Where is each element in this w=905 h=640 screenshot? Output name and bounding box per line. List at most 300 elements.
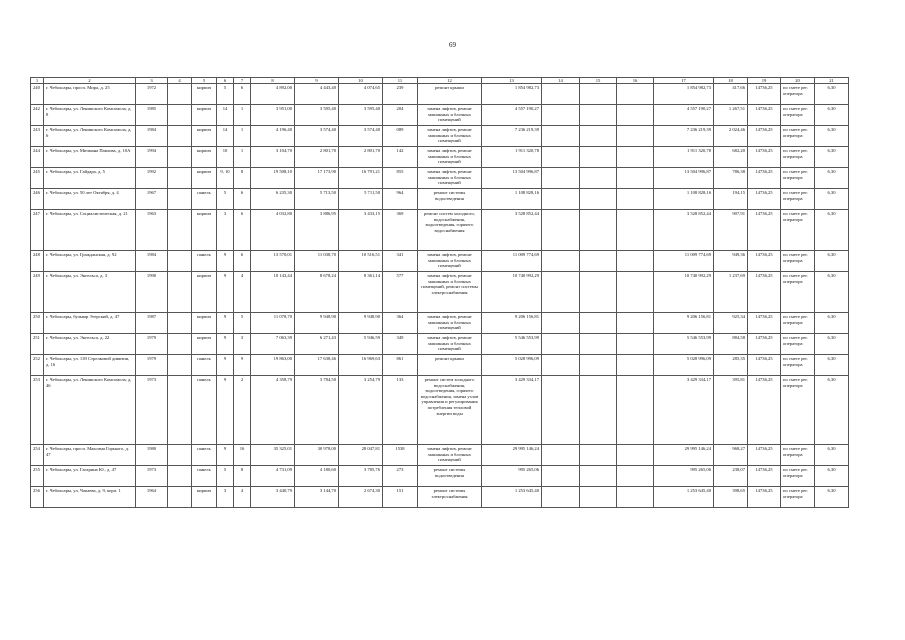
table-cell: г. Чебоксары, ул. Гайдара, д. 5 bbox=[44, 168, 136, 189]
table-cell: 14736,25 bbox=[748, 313, 781, 334]
table-cell bbox=[580, 84, 617, 105]
table-cell bbox=[580, 445, 617, 466]
table-cell: 5 028 996,09 bbox=[654, 355, 714, 376]
column-number-cell: 4 bbox=[168, 78, 192, 84]
table-cell: г. Чебоксары, ул. Гагарина Ю., д. 47 bbox=[44, 466, 136, 487]
table-cell bbox=[617, 334, 654, 355]
table-cell: 14736,25 bbox=[748, 126, 781, 147]
table-cell: 255 bbox=[31, 466, 44, 487]
table-cell: 786,38 bbox=[714, 168, 748, 189]
table-cell: замена лифтов, ремонт машинных и блочных помещений bbox=[418, 313, 482, 334]
table-cell: 4 196,40 bbox=[251, 126, 295, 147]
table-cell: 14736,25 bbox=[748, 445, 781, 466]
column-number-cell: 1 bbox=[31, 78, 44, 84]
column-number-cell: 16 bbox=[617, 78, 654, 84]
table-cell: 14736,25 bbox=[748, 466, 781, 487]
table-cell: панель bbox=[192, 355, 217, 376]
table-cell: 1 bbox=[234, 105, 251, 126]
table-cell: кирпич bbox=[192, 272, 217, 313]
table-cell bbox=[542, 487, 580, 508]
table-cell bbox=[542, 210, 580, 251]
repair-program-table bbox=[30, 77, 849, 508]
table-cell: замена лифтов, ремонт машинных и блочных помещений bbox=[418, 126, 482, 147]
table-cell: 9 bbox=[217, 334, 234, 355]
table-cell bbox=[542, 334, 580, 355]
table-cell: 1972 bbox=[136, 84, 168, 105]
table-cell: 16 969,63 bbox=[339, 355, 383, 376]
table-cell: 204 bbox=[383, 105, 418, 126]
table-cell: панель bbox=[192, 251, 217, 272]
table-cell: 29 995 146,24 bbox=[654, 445, 714, 466]
table-cell: 968,27 bbox=[714, 445, 748, 466]
table-cell bbox=[542, 355, 580, 376]
table-cell bbox=[542, 147, 580, 168]
table-row bbox=[31, 313, 849, 334]
table-cell: 3 144,70 bbox=[295, 487, 339, 508]
table-cell bbox=[580, 487, 617, 508]
table-cell: 4 180,60 bbox=[295, 466, 339, 487]
table-cell: 682,20 bbox=[714, 147, 748, 168]
table-cell: по смете рег. оператора bbox=[781, 210, 815, 251]
table-cell: 14736,25 bbox=[748, 168, 781, 189]
table-cell: ремонт систем холодного, водоснабжения, водоотведения, горячего водоснабжения bbox=[418, 210, 482, 251]
table-cell: 9 206 156,81 bbox=[654, 313, 714, 334]
table-cell: панель bbox=[192, 376, 217, 445]
table-cell: 244 bbox=[31, 147, 44, 168]
table-cell: 6,30 bbox=[815, 189, 849, 210]
table-cell: 6,30 bbox=[815, 126, 849, 147]
table-cell bbox=[580, 334, 617, 355]
table-cell: 28 047,81 bbox=[339, 445, 383, 466]
table-cell: г. Чебоксары, ул. Ленинского Комсомола, д. 8 bbox=[44, 105, 136, 126]
table-cell: 9 bbox=[234, 355, 251, 376]
table-cell bbox=[168, 445, 192, 466]
table-cell: г. Чебоксары, ул. Ленинского Комсомола, д. 46 bbox=[44, 376, 136, 445]
table-row bbox=[31, 272, 849, 313]
table-cell: 14736,25 bbox=[748, 147, 781, 168]
table-cell bbox=[580, 272, 617, 313]
table-cell: 6,30 bbox=[815, 272, 849, 313]
table-cell: кирпич bbox=[192, 487, 217, 508]
table-cell bbox=[617, 272, 654, 313]
table-cell: замена лифтов, ремонт машинных и блочных помещений bbox=[418, 168, 482, 189]
table-cell: 17 638,46 bbox=[295, 355, 339, 376]
table-cell: 995 265,06 bbox=[482, 466, 542, 487]
table-cell: 1992 bbox=[136, 168, 168, 189]
table-cell: 3 785,76 bbox=[339, 466, 383, 487]
table-cell: 1 108 828,16 bbox=[482, 189, 542, 210]
table-cell: 8 bbox=[234, 466, 251, 487]
table-cell: 1979 bbox=[136, 355, 168, 376]
table-cell bbox=[580, 126, 617, 147]
table-cell bbox=[580, 313, 617, 334]
table-cell: 252 bbox=[31, 355, 44, 376]
table-cell bbox=[580, 105, 617, 126]
table-cell: 2 674,30 bbox=[339, 487, 383, 508]
table-cell: 1985 bbox=[136, 105, 168, 126]
table-cell: 1987 bbox=[136, 313, 168, 334]
table-row bbox=[31, 105, 849, 126]
column-number-cell: 11 bbox=[383, 78, 418, 84]
column-number-cell: 19 bbox=[748, 78, 781, 84]
table-cell: замена лифтов, ремонт машинных и блочных помещений bbox=[418, 334, 482, 355]
table-cell: 577 bbox=[383, 272, 418, 313]
table-cell: 4 892,00 bbox=[251, 84, 295, 105]
table-cell: 2 024,46 bbox=[714, 126, 748, 147]
table-cell bbox=[542, 168, 580, 189]
table-cell: г. Чебоксары, просп. Мира, д. 25 bbox=[44, 84, 136, 105]
table-row bbox=[31, 210, 849, 251]
table-cell: 1984 bbox=[136, 126, 168, 147]
column-number-cell: 14 bbox=[542, 78, 580, 84]
table-cell bbox=[580, 210, 617, 251]
table-cell: 3 528 852,44 bbox=[482, 210, 542, 251]
table-cell: 243 bbox=[31, 126, 44, 147]
table-cell bbox=[542, 105, 580, 126]
table-cell: 3 595,40 bbox=[295, 105, 339, 126]
table-cell: 1 237,69 bbox=[714, 272, 748, 313]
table-cell: 3 104,70 bbox=[251, 147, 295, 168]
table-cell: г. Чебоксары, бульвар Эгерский, д. 47 bbox=[44, 313, 136, 334]
table-cell: 7 236 219,39 bbox=[482, 126, 542, 147]
table-cell bbox=[617, 487, 654, 508]
table-cell bbox=[617, 189, 654, 210]
table-cell bbox=[168, 147, 192, 168]
column-number-cell: 20 bbox=[781, 78, 815, 84]
table-cell: 16 791,21 bbox=[339, 168, 383, 189]
table-cell: 240 bbox=[31, 84, 44, 105]
table-row bbox=[31, 168, 849, 189]
table-cell: 247 bbox=[31, 210, 44, 251]
table-cell: 238,07 bbox=[714, 466, 748, 487]
table-cell bbox=[542, 313, 580, 334]
table-cell: 253 bbox=[31, 376, 44, 445]
table-cell: 861 bbox=[383, 355, 418, 376]
table-cell: 4 358,79 bbox=[251, 376, 295, 445]
table-cell: 6,30 bbox=[815, 466, 849, 487]
table-cell: 9 206 156,81 bbox=[482, 313, 542, 334]
table-cell: 251 bbox=[31, 334, 44, 355]
table-cell: по смете рег. оператора bbox=[781, 168, 815, 189]
table-cell: 250 bbox=[31, 313, 44, 334]
table-cell: кирпич bbox=[192, 334, 217, 355]
table-cell: 1 911 320,78 bbox=[482, 147, 542, 168]
table-cell: 8 bbox=[234, 168, 251, 189]
table-cell: 14 bbox=[217, 105, 234, 126]
table-cell: 14 bbox=[217, 126, 234, 147]
table-cell bbox=[542, 376, 580, 445]
table-cell: 14736,25 bbox=[748, 334, 781, 355]
table-cell: 907,91 bbox=[714, 210, 748, 251]
table-cell: 5 bbox=[217, 84, 234, 105]
table-cell bbox=[617, 84, 654, 105]
table-cell: ремонт крыши bbox=[418, 84, 482, 105]
table-cell bbox=[168, 251, 192, 272]
table-cell: 9 bbox=[217, 251, 234, 272]
table-cell: 5 546 553,99 bbox=[654, 334, 714, 355]
table-cell: 11 009 774,69 bbox=[654, 251, 714, 272]
table-cell: 1990 bbox=[136, 272, 168, 313]
table-cell: 1 911 320,78 bbox=[654, 147, 714, 168]
table-row bbox=[31, 466, 849, 487]
table-cell bbox=[617, 251, 654, 272]
table-cell: 1 253 645,40 bbox=[654, 487, 714, 508]
table-cell bbox=[617, 147, 654, 168]
table-cell: 6,30 bbox=[815, 487, 849, 508]
table-cell: 855 bbox=[383, 168, 418, 189]
column-number-cell: 15 bbox=[580, 78, 617, 84]
table-cell: 395,81 bbox=[714, 376, 748, 445]
table-cell: по смете рег. оператора bbox=[781, 487, 815, 508]
table-cell: 14736,25 bbox=[748, 487, 781, 508]
table-cell: 6 bbox=[234, 251, 251, 272]
table-cell: по смете рег. оператора bbox=[781, 355, 815, 376]
table-cell: 17 173,90 bbox=[295, 168, 339, 189]
table-cell: 3 429 334,17 bbox=[482, 376, 542, 445]
table-cell bbox=[580, 466, 617, 487]
table-cell: 3 574,40 bbox=[295, 126, 339, 147]
table-cell: 5 bbox=[217, 466, 234, 487]
table-cell: 3 429 334,17 bbox=[654, 376, 714, 445]
table-cell: 2 bbox=[234, 376, 251, 445]
column-number-cell: 13 bbox=[482, 78, 542, 84]
table-cell bbox=[617, 376, 654, 445]
table-cell bbox=[168, 210, 192, 251]
table-cell: 6 bbox=[234, 210, 251, 251]
table-cell bbox=[542, 84, 580, 105]
table-cell: 285,35 bbox=[714, 355, 748, 376]
table-cell: 398,65 bbox=[714, 487, 748, 508]
table-cell bbox=[168, 376, 192, 445]
table-cell bbox=[580, 355, 617, 376]
table-cell bbox=[580, 168, 617, 189]
column-number-cell: 8 bbox=[251, 78, 295, 84]
table-cell: по смете рег. оператора bbox=[781, 126, 815, 147]
table-cell: 14736,25 bbox=[748, 272, 781, 313]
table-cell: по смете рег. оператора bbox=[781, 105, 815, 126]
table-cell: 6,30 bbox=[815, 84, 849, 105]
table-cell bbox=[168, 189, 192, 210]
table-cell bbox=[542, 126, 580, 147]
table-cell bbox=[168, 466, 192, 487]
table-cell: кирпич bbox=[192, 210, 217, 251]
table-cell: 1 854 982,73 bbox=[654, 84, 714, 105]
table-cell: г. Чебоксары, ул. Мичмана Павлова, д. 10А bbox=[44, 147, 136, 168]
column-number-cell: 21 bbox=[815, 78, 849, 84]
table-cell: кирпич bbox=[192, 105, 217, 126]
table-cell: 10 740 992,29 bbox=[654, 272, 714, 313]
table-cell: 3 595,40 bbox=[339, 105, 383, 126]
table-cell: по смете рег. оператора bbox=[781, 466, 815, 487]
table-cell: 13 504 996,87 bbox=[654, 168, 714, 189]
table-cell: 1 854 982,73 bbox=[482, 84, 542, 105]
table-cell bbox=[580, 376, 617, 445]
table-cell: 3 528 852,44 bbox=[654, 210, 714, 251]
table-cell: замена лифтов, ремонт машинных и блочных помещений bbox=[418, 251, 482, 272]
table-cell: 4 bbox=[234, 487, 251, 508]
table-cell: 6,30 bbox=[815, 313, 849, 334]
table-cell: 1 bbox=[234, 126, 251, 147]
column-number-cell: 12 bbox=[418, 78, 482, 84]
table-cell: 6 bbox=[234, 189, 251, 210]
column-number-cell: 6 bbox=[217, 78, 234, 84]
table-cell: 5 bbox=[234, 313, 251, 334]
table-cell: 6,30 bbox=[815, 168, 849, 189]
table-cell: 11 038,70 bbox=[295, 251, 339, 272]
table-cell: 14736,25 bbox=[748, 376, 781, 445]
table-row bbox=[31, 355, 849, 376]
table-cell: замена лифтов, ремонт машинных и блочных помещений bbox=[418, 445, 482, 466]
table-cell: 10 516,51 bbox=[339, 251, 383, 272]
table-cell: 249 bbox=[31, 272, 44, 313]
table-cell: 5 028 996,09 bbox=[482, 355, 542, 376]
table-cell: 3 433,15 bbox=[339, 210, 383, 251]
table-cell: ремонт системы водоотведения bbox=[418, 189, 482, 210]
table-cell: 2 801,70 bbox=[295, 147, 339, 168]
table-cell: 1963 bbox=[136, 210, 168, 251]
table-cell: 142 bbox=[383, 147, 418, 168]
table-cell: 9 bbox=[217, 272, 234, 313]
column-number-cell: 9 bbox=[295, 78, 339, 84]
table-cell: 4 443,40 bbox=[295, 84, 339, 105]
table-cell: 13 504 996,87 bbox=[482, 168, 542, 189]
table-cell: 4 074,65 bbox=[339, 84, 383, 105]
table-cell: 246 bbox=[31, 189, 44, 210]
table-cell: 5 946,59 bbox=[339, 334, 383, 355]
table-cell: 7 236 219,39 bbox=[654, 126, 714, 147]
table-cell: 1980 bbox=[136, 445, 168, 466]
table-cell: 13 570,01 bbox=[251, 251, 295, 272]
table-cell: 4 731,09 bbox=[251, 466, 295, 487]
table-cell: 8 678,24 bbox=[295, 272, 339, 313]
column-number-cell: 3 bbox=[136, 78, 168, 84]
table-cell bbox=[617, 105, 654, 126]
table-cell: по смете рег. оператора bbox=[781, 445, 815, 466]
table-cell: по смете рег. оператора bbox=[781, 251, 815, 272]
table-cell: 7 063,39 bbox=[251, 334, 295, 355]
table-cell: 4 032,80 bbox=[251, 210, 295, 251]
table-cell bbox=[168, 487, 192, 508]
table-cell: 1973 bbox=[136, 466, 168, 487]
table-cell: г. Чебоксары, ул. Энгельса, д. 3 bbox=[44, 272, 136, 313]
table-cell bbox=[617, 313, 654, 334]
table-cell bbox=[580, 147, 617, 168]
table-row bbox=[31, 487, 849, 508]
table-row bbox=[31, 126, 849, 147]
table-cell: 10 bbox=[217, 147, 234, 168]
table-cell: по смете рег. оператора bbox=[781, 334, 815, 355]
table-cell bbox=[168, 272, 192, 313]
table-cell: г. Чебоксары, ул. Ленинского Комсомола, д. 6 bbox=[44, 126, 136, 147]
table-cell: 1967 bbox=[136, 189, 168, 210]
table-cell: 6,30 bbox=[815, 147, 849, 168]
table-cell: панель bbox=[192, 189, 217, 210]
table-cell: 3 784,50 bbox=[295, 376, 339, 445]
table-cell: 256 bbox=[31, 487, 44, 508]
table-cell: 5 711,50 bbox=[339, 189, 383, 210]
table-cell: г. Чебоксары, ул. 139 Стрелковой дивизии, д. 16 bbox=[44, 355, 136, 376]
table-cell bbox=[168, 313, 192, 334]
table-row bbox=[31, 189, 849, 210]
table-row bbox=[31, 84, 849, 105]
column-number-cell: 18 bbox=[714, 78, 748, 84]
table-cell bbox=[168, 84, 192, 105]
table-cell: 3 886,95 bbox=[295, 210, 339, 251]
table-cell: 10 143,44 bbox=[251, 272, 295, 313]
table-cell: по смете рег. оператора bbox=[781, 272, 815, 313]
table-row bbox=[31, 334, 849, 355]
table-cell bbox=[542, 445, 580, 466]
table-cell: 6,30 bbox=[815, 251, 849, 272]
table-cell: кирпич bbox=[192, 147, 217, 168]
table-cell: 6,30 bbox=[815, 376, 849, 445]
table-cell: 1 267,51 bbox=[714, 105, 748, 126]
table-cell: 9 bbox=[217, 355, 234, 376]
table-cell: 151 bbox=[383, 487, 418, 508]
table-cell: 341 bbox=[383, 251, 418, 272]
table-cell: 14736,25 bbox=[748, 210, 781, 251]
table-cell: ремонт системы водоотведения bbox=[418, 466, 482, 487]
table-row bbox=[31, 147, 849, 168]
table-cell bbox=[617, 466, 654, 487]
table-cell: 11 078,70 bbox=[251, 313, 295, 334]
table-cell: 239 bbox=[383, 84, 418, 105]
table-cell: 10 740 992,29 bbox=[482, 272, 542, 313]
table-cell: ремонт системы электроснабжения bbox=[418, 487, 482, 508]
table-cell: 2 801,70 bbox=[339, 147, 383, 168]
table-cell: 6 235,30 bbox=[251, 189, 295, 210]
table-cell: 3 bbox=[217, 210, 234, 251]
table-cell: 3 574,40 bbox=[339, 126, 383, 147]
table-cell: 1984 bbox=[136, 251, 168, 272]
table-cell: кирпич bbox=[192, 168, 217, 189]
table-cell: 254 bbox=[31, 445, 44, 466]
column-number-cell: 5 bbox=[192, 78, 217, 84]
table-cell: 1979 bbox=[136, 334, 168, 355]
table-cell: 964 bbox=[383, 189, 418, 210]
table-cell: 9 bbox=[217, 376, 234, 445]
table-cell: 3 951,00 bbox=[251, 105, 295, 126]
table-cell: кирпич bbox=[192, 126, 217, 147]
table-cell: 6,30 bbox=[815, 334, 849, 355]
table-cell bbox=[542, 189, 580, 210]
table-cell: 349 bbox=[383, 334, 418, 355]
table-cell: 369 bbox=[383, 210, 418, 251]
table-cell: 925,34 bbox=[714, 313, 748, 334]
table-cell: замена лифтов, ремонт машинных и блочных помещений bbox=[418, 105, 482, 126]
column-number-cell: 17 bbox=[654, 78, 714, 84]
table-cell: по смете рег. оператора bbox=[781, 84, 815, 105]
table-cell: 9 948,90 bbox=[295, 313, 339, 334]
table-cell: 273 bbox=[383, 466, 418, 487]
table-cell: замена лифтов, ремонт машинных и блочных помещений bbox=[418, 147, 482, 168]
table-cell: по смете рег. оператора bbox=[781, 189, 815, 210]
table-cell: 1964 bbox=[136, 487, 168, 508]
table-cell: г. Чебоксары, ул. Гражданская, д. 92 bbox=[44, 251, 136, 272]
table-cell: 6,30 bbox=[815, 445, 849, 466]
table-cell: 3 440,79 bbox=[251, 487, 295, 508]
table-cell: 9, 10 bbox=[217, 168, 234, 189]
table-cell: замена лифтов, ремонт машинных и блочных помещений, ремонт системы электроснабжения bbox=[418, 272, 482, 313]
table-cell: 5 546 553,99 bbox=[482, 334, 542, 355]
table-cell: 8 361,14 bbox=[339, 272, 383, 313]
table-cell bbox=[542, 251, 580, 272]
table-cell bbox=[580, 189, 617, 210]
table-cell: 089 bbox=[383, 126, 418, 147]
table-cell: 1538 bbox=[383, 445, 418, 466]
table-cell: ремонт систем холодного водоснабжения, водоотведения, горячего водоснабжения, замена узлов управления и регулирования потребления тепловой энергии воды bbox=[418, 376, 482, 445]
table-cell: панель bbox=[192, 445, 217, 466]
